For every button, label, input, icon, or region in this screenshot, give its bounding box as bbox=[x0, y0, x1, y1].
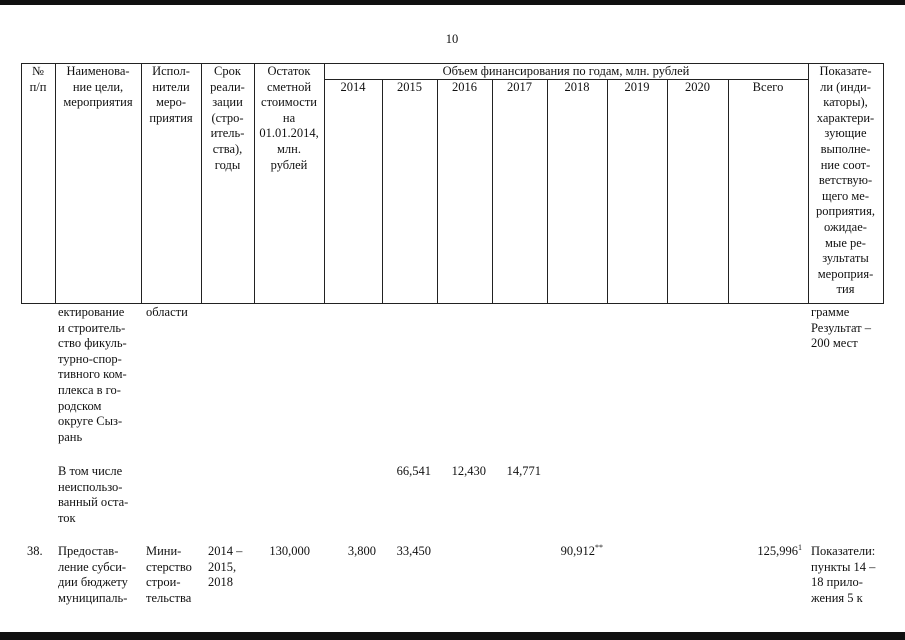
header-remaining-cost: Остаток сметной стоимости на 01.01.2014, млн. рублей bbox=[259, 64, 319, 172]
row38-term: 2014 – 2015, 2018 bbox=[208, 544, 243, 590]
row38-executor: Мини- стерство строи- тельства bbox=[146, 544, 192, 605]
row38-2018-value: 90,912 bbox=[560, 544, 595, 558]
row38-total bbox=[728, 544, 802, 560]
header-year-2014: 2014 bbox=[340, 80, 366, 94]
header-total: Всего bbox=[752, 80, 784, 94]
header-name: Наименова- ние цели, мероприятия bbox=[63, 64, 133, 110]
cont-row-executor: области bbox=[146, 305, 188, 319]
incl-row-name: В том числе неиспользо- ванный оста- ток bbox=[58, 464, 129, 525]
row38-2014: 3,800 bbox=[347, 544, 376, 558]
header-year-2015: 2015 bbox=[397, 80, 422, 94]
row38-total-footnote: 1 bbox=[798, 543, 802, 552]
header-number: № п/п bbox=[29, 64, 47, 94]
header-year-2019: 2019 bbox=[624, 80, 650, 94]
header-term: Срок реали- зации (стро- итель- ства), годы bbox=[210, 64, 245, 172]
row38-2018 bbox=[547, 544, 603, 560]
cont-row-name: ектирование и строитель- ство фикуль- турно-спор- тивного ком- плекса в го- родском округе Сыз- рань bbox=[58, 305, 127, 444]
row38-indicators: Показатели: пункты 14 – 18 прило- жения 5 к bbox=[811, 544, 876, 605]
header-financing-title: Объем финансирования по годам, млн. рублей bbox=[442, 64, 690, 78]
header-year-2016: 2016 bbox=[452, 80, 477, 94]
header-year-2018: 2018 bbox=[564, 80, 590, 94]
incl-row-2015: 66,541 bbox=[396, 464, 431, 478]
header-executor: Испол- нители меро- приятия bbox=[149, 64, 193, 125]
row38-total-value: 125,996 bbox=[757, 544, 798, 558]
incl-row-2017: 14,771 bbox=[506, 464, 541, 478]
header-year-2020: 2020 bbox=[685, 80, 710, 94]
header-year-2017: 2017 bbox=[507, 80, 532, 94]
row38-name: Предостав- ление субси- дии бюджету муниципаль- bbox=[58, 544, 128, 605]
row38-remaining-cost: 130,000 bbox=[269, 544, 310, 558]
header-indicators: Показате- ли (инди- каторы), характери- зующие выполне- ние соот- ветствую- щего ме- роприятия, ожидае- мые ре- зультаты мероприя- тия bbox=[816, 64, 875, 297]
incl-row-2016: 12,430 bbox=[451, 464, 486, 478]
row38-2018-footnote: ** bbox=[595, 543, 603, 552]
row38-number: 38. bbox=[27, 544, 43, 558]
cont-row-indicators: грамме Результат – 200 мест bbox=[811, 305, 872, 351]
row38-2015: 33,450 bbox=[396, 544, 431, 558]
page-number: 10 bbox=[445, 32, 459, 46]
